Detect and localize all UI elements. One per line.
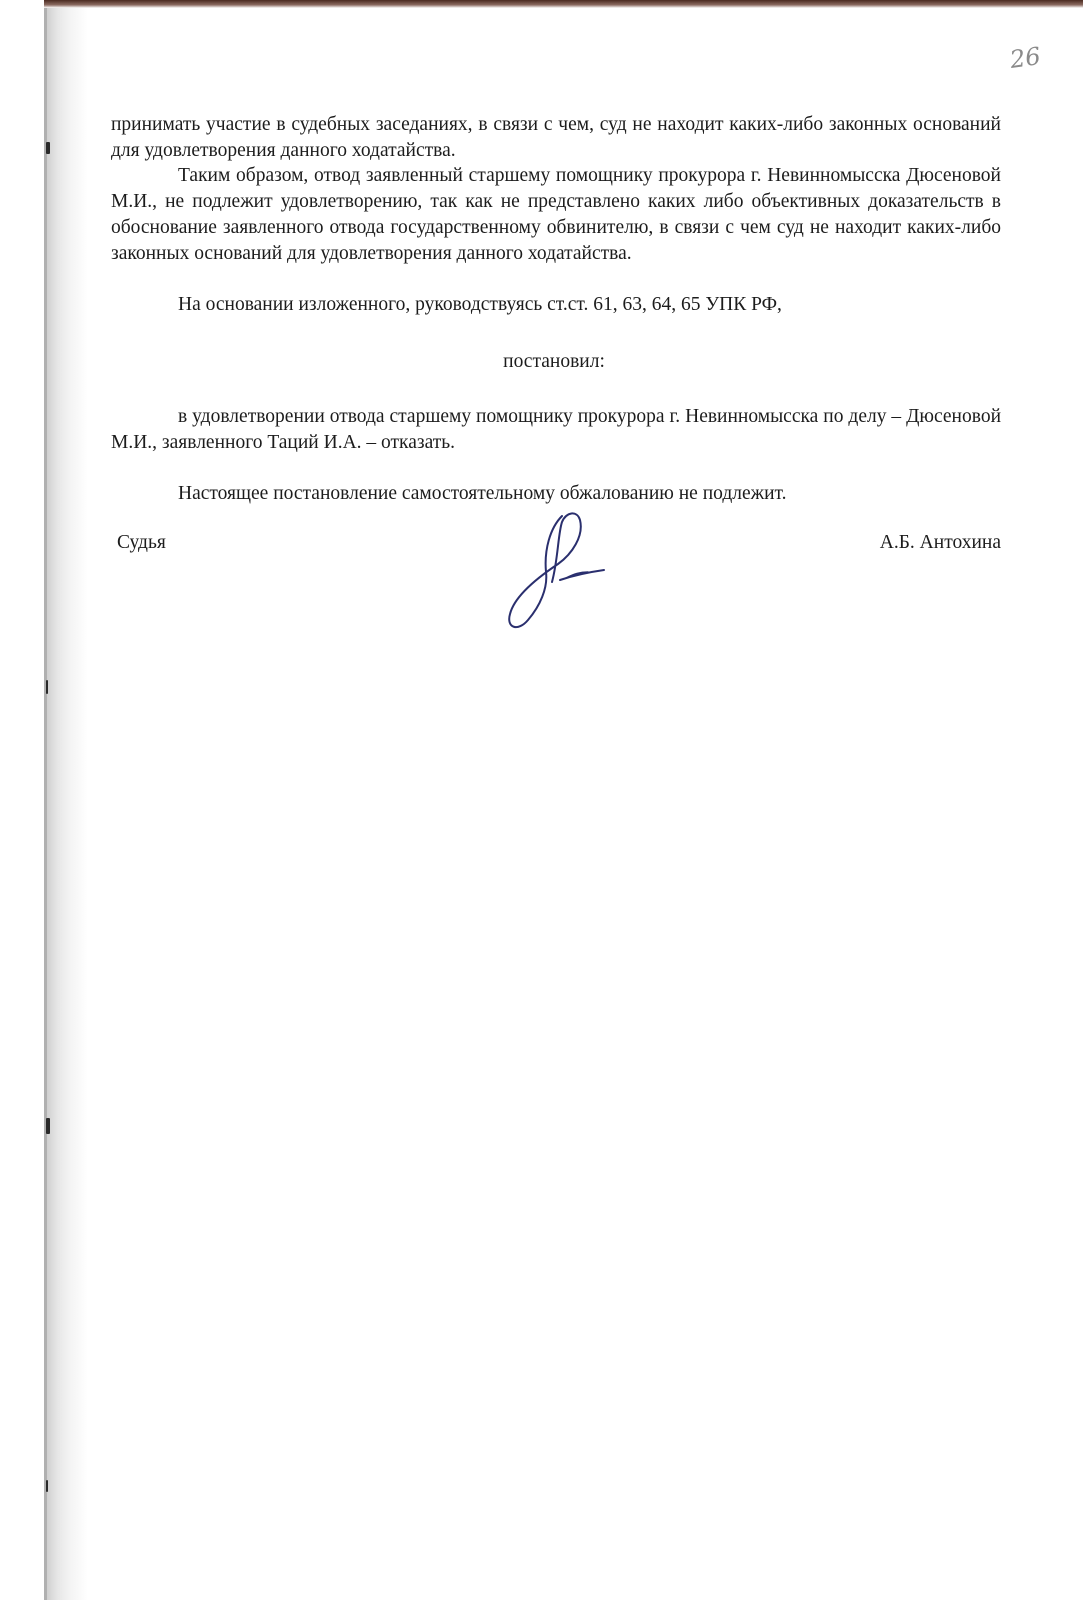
judge-label: Судья xyxy=(117,532,166,553)
decision-heading: постановил: xyxy=(503,351,605,372)
body-paragraph-4 xyxy=(111,404,1001,456)
paragraph-text: Настоящее постановление самостоятельному обжалованию не подлежит. xyxy=(178,483,787,504)
binding-mark-2 xyxy=(46,680,48,694)
paragraph-text: в удовлетворении отвода старшему помощнику прокурора г. Невинномысска по делу – Дюсеновой М.И., заявленного Таций И.А. – отказать. xyxy=(111,406,1001,453)
handwritten-signature xyxy=(500,510,620,640)
paragraph-text: принимать участие в судебных заседаниях, в связи с чем, суд не находит каких-либо законных оснований для удовлетворения данного ходатайства. xyxy=(111,114,1001,161)
body-paragraph-3 xyxy=(111,292,1001,318)
binding-mark-1 xyxy=(46,142,50,154)
body-paragraph-1 xyxy=(111,112,1001,164)
scan-top-edge xyxy=(44,0,1083,8)
page-number: 26 xyxy=(1008,42,1043,74)
paragraph-text: На основании изложенного, руководствуясь ст.ст. 61, 63, 64, 65 УПК РФ, xyxy=(178,294,782,315)
left-margin xyxy=(0,0,44,1600)
body-paragraph-2 xyxy=(111,163,1001,267)
body-paragraph-5 xyxy=(111,481,1001,507)
paragraph-text: Таким образом, отвод заявленный старшему помощнику прокурора г. Невинномысска Дюсеновой М.И., не подлежит удовлетворению, так как не представлено каких либо объективных доказательств в обоснование заявленного отвода государственному обвинителю, в связи с чем суд не находит каких-либо законных оснований для удовлетворения данного ходатайства. xyxy=(111,165,1001,264)
binding-mark-3 xyxy=(46,1118,50,1134)
binding-mark-4 xyxy=(46,1480,48,1492)
binding-edge xyxy=(44,8,47,1600)
judge-name: А.Б. Антохина xyxy=(879,532,1001,553)
binding-shadow xyxy=(44,8,88,1600)
